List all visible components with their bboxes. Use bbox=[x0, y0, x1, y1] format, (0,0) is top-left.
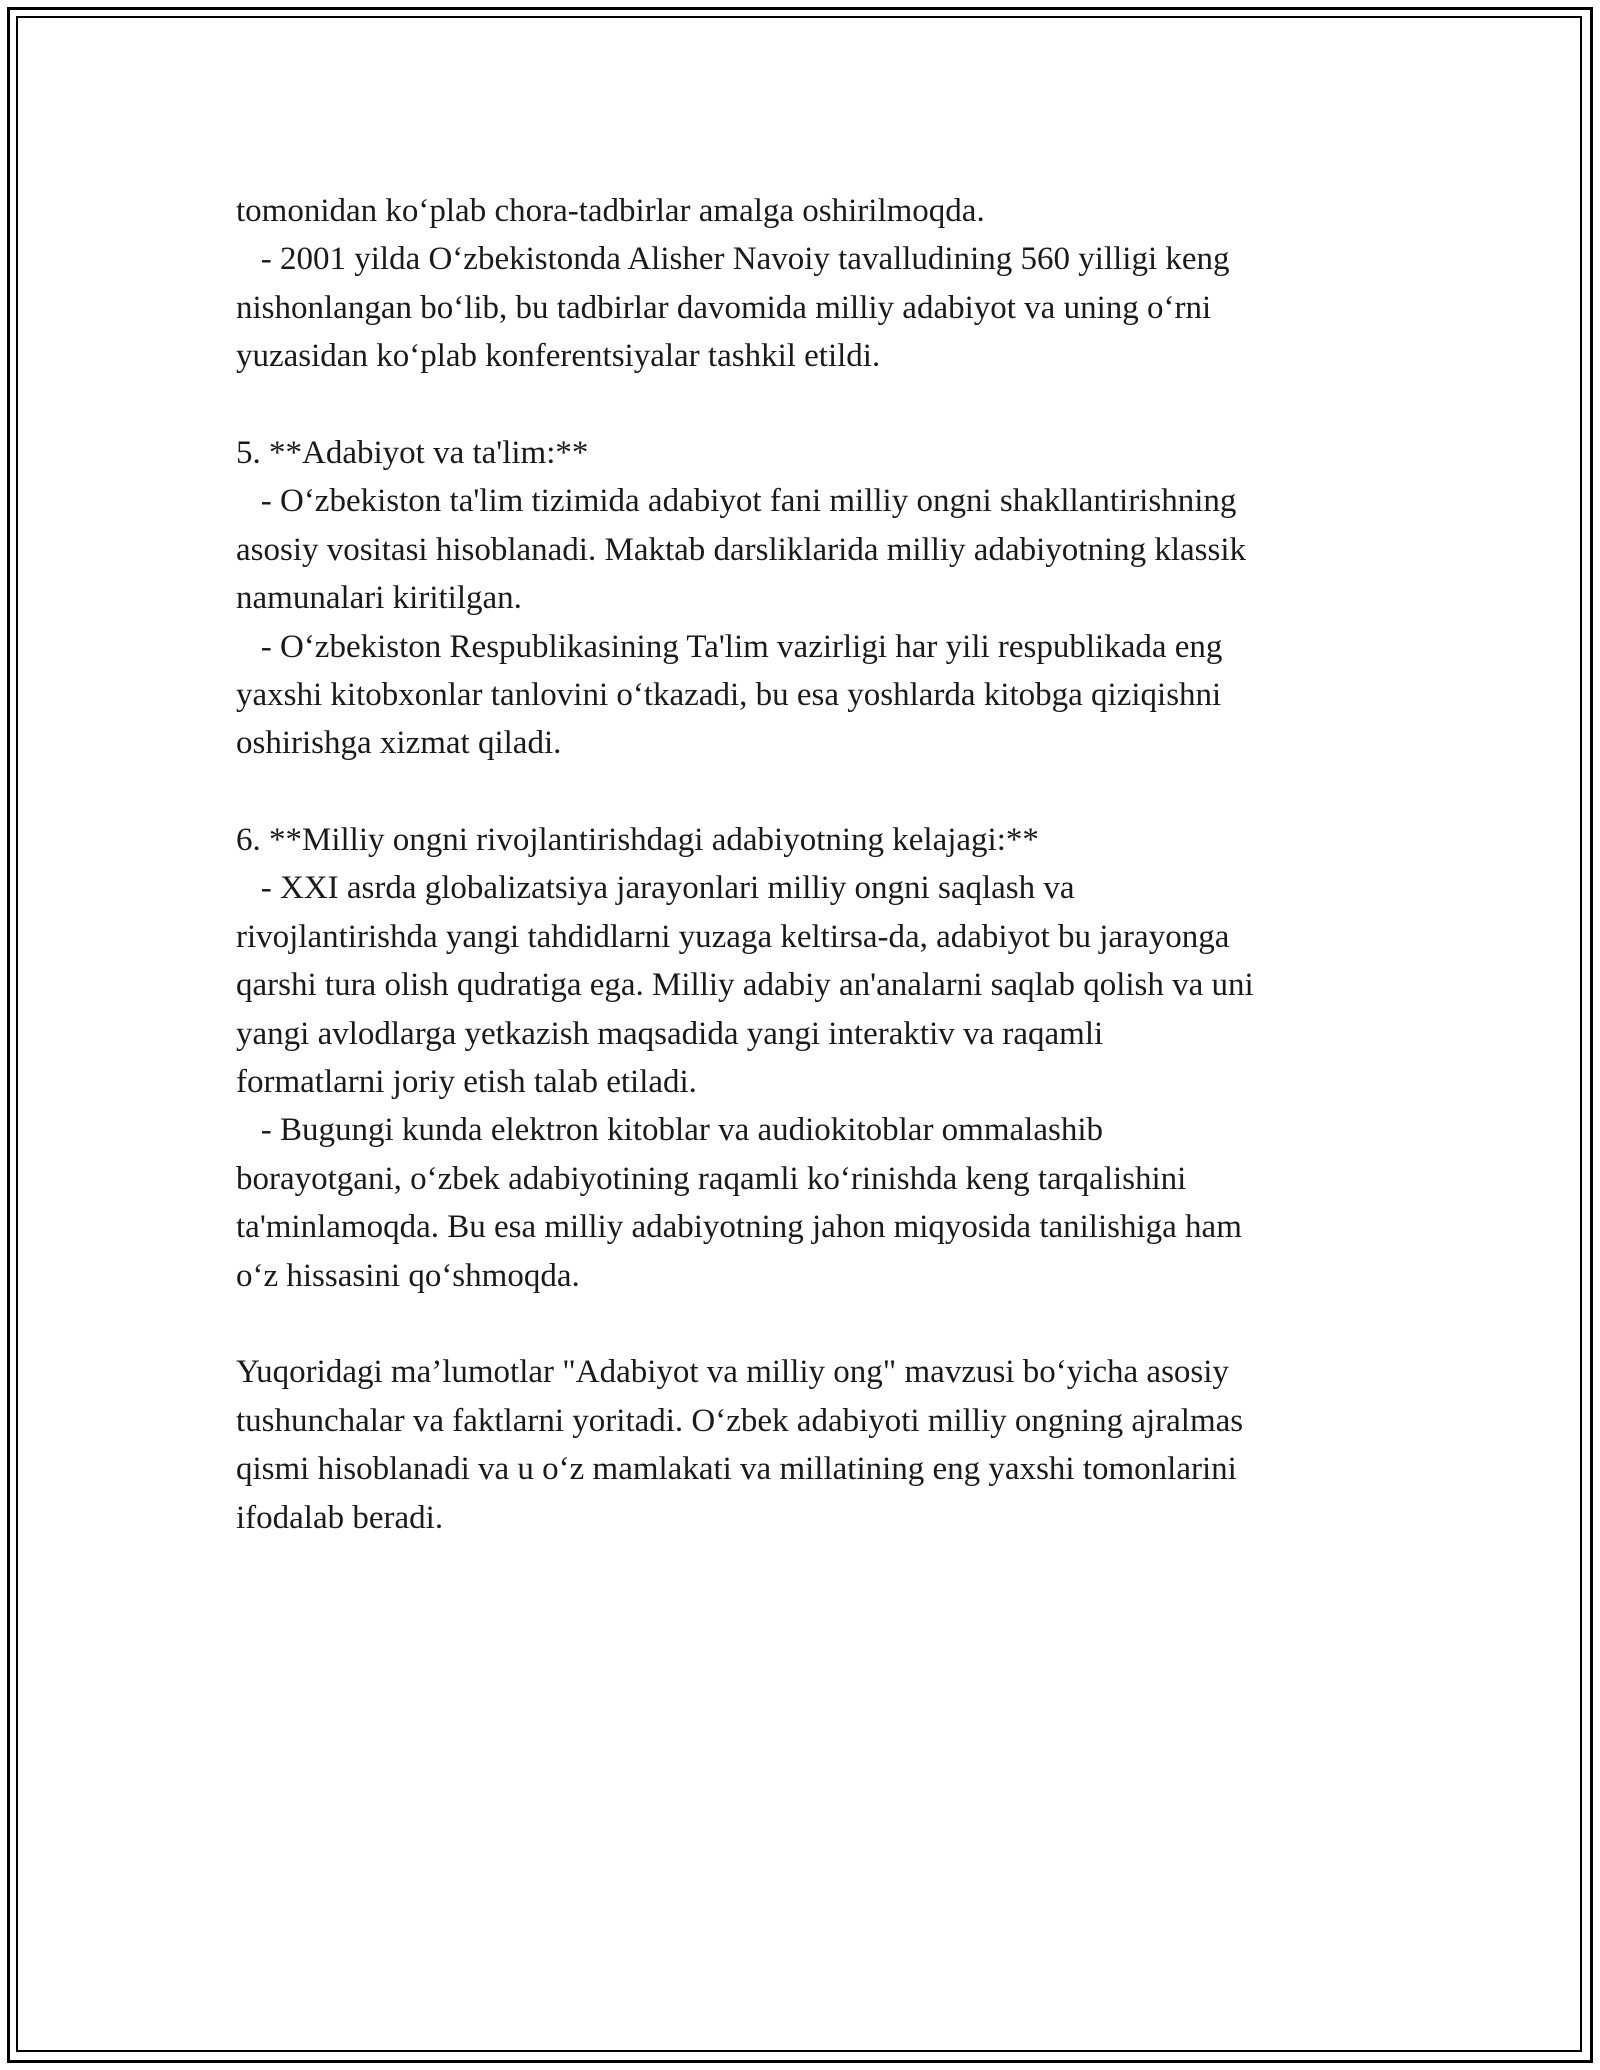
text-line: tushunchalar va faktlarni yoritadi. O‘zbek adabiyoti milliy ongning ajralmas bbox=[236, 1402, 1244, 1439]
text-line: - XXI asrda globalizatsiya jarayonlari milliy ongni saqlash va bbox=[236, 870, 1075, 907]
text-line: Yuqoridagi ma’lumotlar "Adabiyot va milliy ong" mavzusi bo‘yicha asosiy bbox=[236, 1354, 1229, 1391]
text-line: yuzasidan ko‘plab konferentsiyalar tashkil etildi. bbox=[236, 338, 881, 375]
paragraph-gap bbox=[236, 1300, 1396, 1348]
text-line: ta'minlamoqda. Bu esa milliy adabiyotning jahon miqyosida tanilishiga ham bbox=[236, 1209, 1242, 1246]
text-line: - O‘zbekiston ta'lim tizimida adabiyot fani milliy ongni shakllantirishning bbox=[236, 483, 1237, 520]
text-line: yaxshi kitobxonlar tanlovini o‘tkazadi, bu esa yoshlarda kitobga qiziqishni bbox=[236, 676, 1222, 713]
text-line: rivojlantirishda yangi tahdidlarni yuzaga keltirsa-da, adabiyot bu jarayonga bbox=[236, 918, 1230, 955]
section-6-heading: 6. **Milliy ongni rivojlantirishdagi adabiyotning kelajagi:** bbox=[236, 822, 1039, 859]
paragraph-gap bbox=[236, 381, 1396, 429]
text-line: - Bugungi kunda elektron kitoblar va audiokitoblar ommalashib bbox=[236, 1112, 1103, 1149]
text-line: tomonidan ko‘plab chora-tadbirlar amalga oshirilmoqda. bbox=[236, 193, 985, 229]
text-line: qarshi tura olish qudratiga ega. Milliy adabiy an'analarni saqlab qolish va uni bbox=[236, 967, 1254, 1004]
document-body bbox=[236, 187, 1396, 1542]
text-line: nishonlangan bo‘lib, bu tadbirlar davomida milliy adabiyot va uning o‘rni bbox=[236, 289, 1212, 326]
paragraph-gap bbox=[236, 768, 1396, 816]
text-line: - O‘zbekiston Respublikasining Ta'lim vazirligi har yili respublikada eng bbox=[236, 628, 1223, 665]
text-line: o‘z hissasini qo‘shmoqda. bbox=[236, 1257, 580, 1294]
text-line: namunalari kiritilgan. bbox=[236, 580, 522, 617]
text-line: ifodalab beradi. bbox=[236, 1499, 444, 1536]
text-line: qismi hisoblanadi va u o‘z mamlakati va millatining eng yaxshi tomonlarini bbox=[236, 1451, 1237, 1488]
text-line: asosiy vositasi hisoblanadi. Maktab darsliklarida milliy adabiyotning klassik bbox=[236, 531, 1247, 568]
text-line: borayotgani, o‘zbek adabiyotining raqamli ko‘rinishda keng tarqalishini bbox=[236, 1160, 1187, 1197]
text-line: - 2001 yilda O‘zbekistonda Alisher Navoiy tavalludining 560 yilligi keng bbox=[236, 241, 1230, 278]
text-line: oshirishga xizmat qiladi. bbox=[236, 725, 562, 762]
text-line: formatlarni joriy etish talab etiladi. bbox=[236, 1064, 697, 1101]
text-line: yangi avlodlarga yetkazish maqsadida yangi interaktiv va raqamli bbox=[236, 1015, 1104, 1052]
section-5-heading: 5. **Adabiyot va ta'lim:** bbox=[236, 434, 589, 471]
